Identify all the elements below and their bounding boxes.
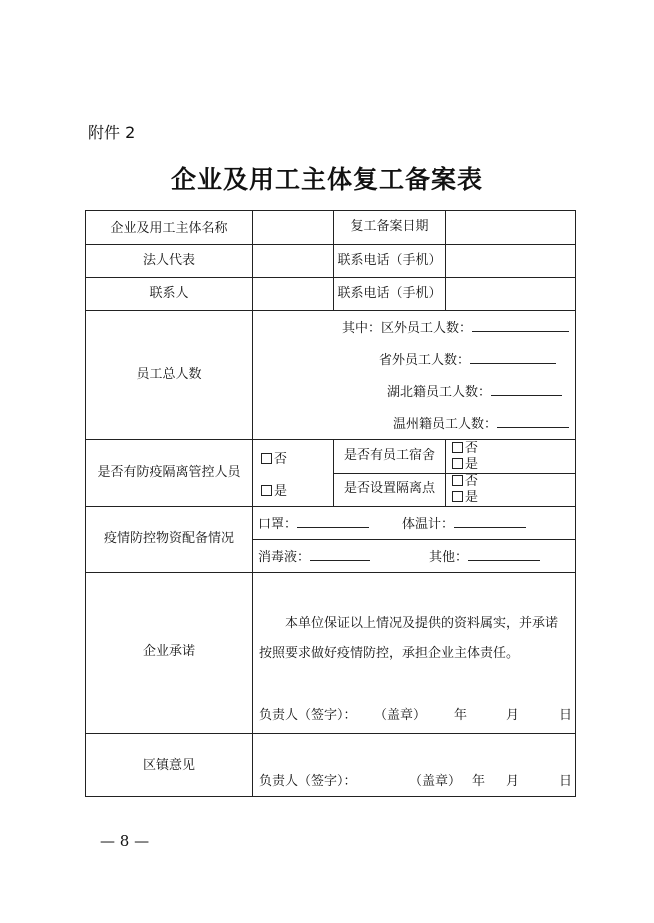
month-label: 月 (506, 774, 520, 789)
year-label: 年 (472, 774, 486, 789)
row-divider (86, 572, 575, 573)
dormitory-no-checkbox[interactable]: 否 (452, 441, 478, 457)
row-divider (86, 277, 575, 278)
dormitory-yes-checkbox[interactable]: 是 (452, 457, 478, 473)
form-title: 企业及用工主体复工备案表 (170, 165, 483, 194)
disinfectant-field: 消毒液： (258, 548, 370, 566)
isolation-point-no-checkbox[interactable]: 否 (452, 474, 478, 490)
contact-person-label: 联系人 (149, 286, 189, 301)
filing-date-label: 复工备案日期 (350, 219, 429, 234)
total-staff-label: 员工总人数 (136, 367, 202, 382)
seal-label: （盖章） (374, 708, 427, 723)
signature-label: 负责人（签字）： (259, 774, 357, 789)
row-divider (86, 310, 575, 311)
day-label: 日 (559, 708, 573, 723)
row-divider (86, 244, 575, 245)
filing-form-table (85, 210, 576, 797)
row-divider (86, 733, 575, 734)
commitment-text: 本单位保证以上情况及提供的资料属实，并承诺按照要求做好疫情防控，承担企业主体责任。 (259, 616, 559, 661)
isolation-control-label: 是否有防疫隔离管控人员 (97, 465, 241, 480)
day-label: 日 (559, 774, 573, 789)
district-opinion-label: 区镇意见 (142, 758, 195, 773)
contact-phone-label: 联系电话（手机） (337, 286, 442, 301)
isolation-point-yes-checkbox[interactable]: 是 (452, 490, 478, 506)
supplies-label: 疫情防控物资配备情况 (103, 531, 234, 546)
out-district-staff-field: 其中：区外员工人数： (342, 319, 569, 337)
thermometer-field: 体温计： (402, 515, 526, 533)
commitment-label: 企业承诺 (142, 644, 195, 659)
seal-label: （盖章） (409, 774, 462, 789)
hubei-staff-field: 湖北籍员工人数： (387, 383, 562, 401)
contact-phone-label: 联系电话（手机） (337, 253, 442, 268)
attachment-label: 附件 2 (88, 123, 136, 142)
legal-rep-label: 法人代表 (142, 253, 195, 268)
entity-name-label: 企业及用工主体名称 (110, 221, 228, 236)
masks-field: 口罩： (258, 515, 369, 533)
other-field: 其他： (429, 548, 540, 566)
out-province-staff-field: 省外员工人数： (379, 351, 556, 369)
row-divider (252, 539, 575, 540)
isolation-control-yes-checkbox[interactable]: 是 (261, 484, 287, 500)
district-signature-line (86, 774, 575, 790)
isolation-control-no-checkbox[interactable]: 否 (261, 452, 287, 468)
page-number: — 8 — (100, 832, 150, 850)
column-divider (445, 439, 446, 506)
year-label: 年 (454, 708, 468, 723)
row-divider (86, 506, 575, 507)
column-divider (445, 211, 446, 310)
row-divider (86, 439, 575, 440)
isolation-point-label: 是否设置隔离点 (343, 481, 435, 496)
commitment-signature-line (86, 708, 575, 724)
month-label: 月 (506, 708, 520, 723)
dormitory-label: 是否有员工宿舍 (343, 448, 435, 463)
signature-label: 负责人（签字）： (259, 708, 357, 723)
wenzhou-staff-field: 温州籍员工人数： (393, 415, 569, 433)
